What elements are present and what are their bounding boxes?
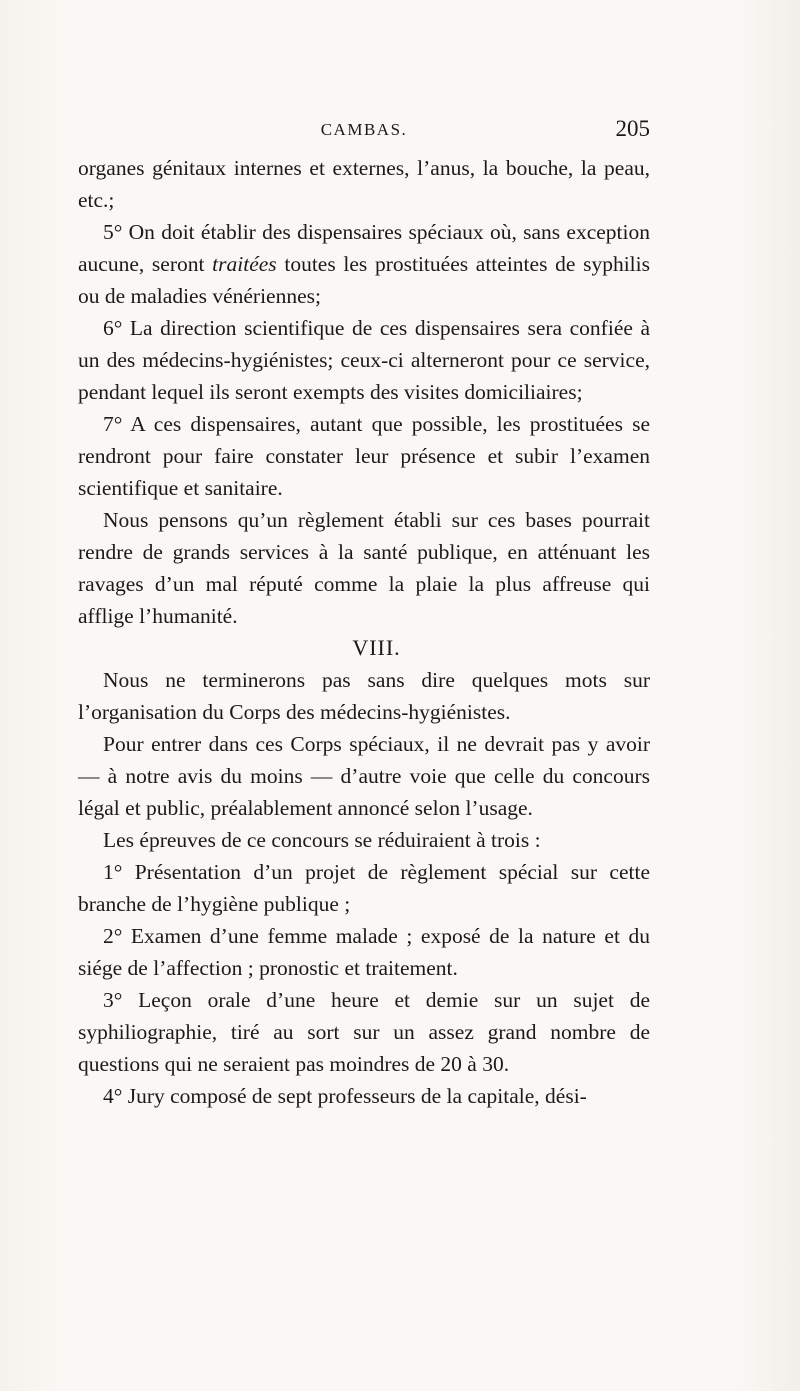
paragraph-continuation: organes génitaux internes et externes, l’anus, la bouche, la peau, etc.; xyxy=(78,156,650,212)
page-header xyxy=(78,116,650,146)
paragraph-entry: Pour entrer dans ces Corps spéciaux, il ne devrait pas y avoir — à notre avis du moins — d’autre voie que celle du concours légal et public, préalablement annoncé selon l’usage. xyxy=(78,732,650,820)
paragraph-item-7: 7° A ces dispensaires, autant que possible, les prostituées se rendront pour faire constater leur présence et subir l’examen scientifique et sanitaire. xyxy=(78,412,650,500)
paragraph-epreuve-2: 2° Examen d’une femme malade ; exposé de la nature et du siége de l’affection ; pronostic et traitement. xyxy=(78,924,650,980)
page-number: 205 xyxy=(615,116,650,141)
paragraph-epreuve-1: 1° Présentation d’un projet de règlement spécial sur cette branche de l’hygiène publique ; xyxy=(78,860,650,916)
paragraph-epreuves: Les épreuves de ce concours se réduiraient à trois : xyxy=(103,828,541,852)
paragraph-epreuve-3: 3° Leçon orale d’une heure et demie sur un sujet de syphiliographie, tiré au sort sur un assez grand nombre de questions qui ne seraient pas moindres de 20 à 30. xyxy=(78,988,650,1076)
section-heading: VIII. xyxy=(352,635,401,660)
paragraph-organisation: Nous ne terminerons pas sans dire quelques mots sur l’organisation du Corps des médecins-hygiénistes. xyxy=(78,668,650,724)
paragraph-conclusion: Nous pensons qu’un règlement établi sur ces bases pourrait rendre de grands services à la santé publique, en atténuant les ravages d’un mal réputé comme la plaie la plus affreuse qui afflige l’humanité. xyxy=(78,508,650,628)
paragraph-item-6: 6° La direction scientifique de ces dispensaires sera confiée à un des médecins-hygiénistes; ceux-ci alterneront pour ce service, pendant lequel ils seront exempts des visites domiciliaires; xyxy=(78,316,650,404)
body-text xyxy=(78,152,650,1112)
item-5-text-end: toutes les prostituées atteintes de syphilis ou de maladies vénériennes; xyxy=(78,252,650,308)
paragraph-epreuve-4: 4° Jury composé de sept professeurs de la capitale, dési- xyxy=(103,1084,587,1108)
item-5-italic-word: traitées xyxy=(212,252,277,276)
paragraph-item-5 xyxy=(78,216,650,312)
running-head: CAMBAS. xyxy=(320,120,408,139)
item-5-text-start: 5° On doit établir des dispensaires spéciaux où, sans exception aucune, seront xyxy=(78,220,650,276)
